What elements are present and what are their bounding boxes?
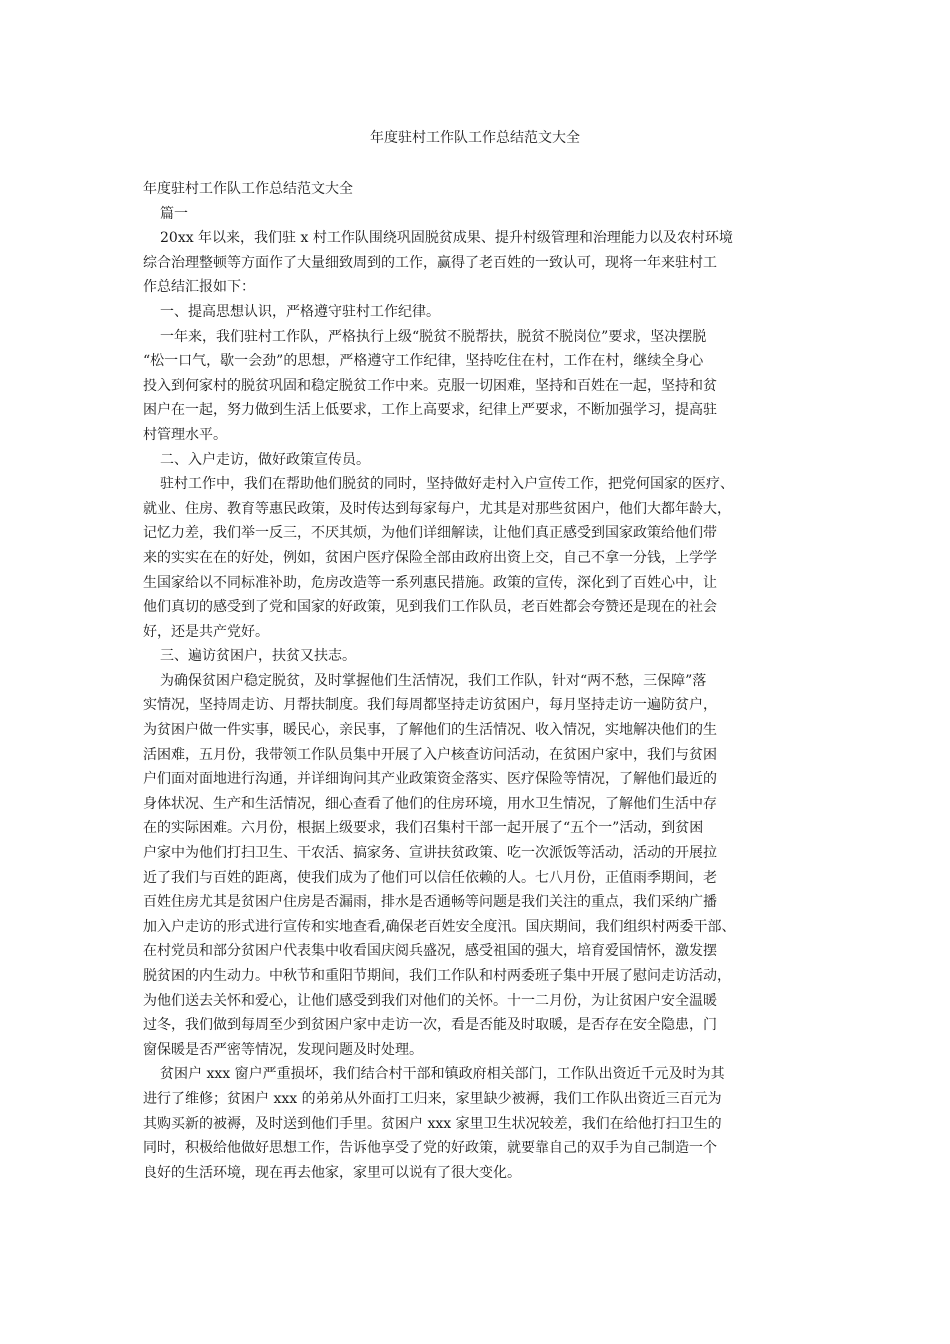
- document-title: 年度驻村工作队工作总结范文大全: [370, 130, 580, 146]
- part-label: 篇一: [160, 205, 188, 222]
- section-3-heading: 三、遍访贫困户，扶贫又扶志。: [160, 648, 356, 665]
- document-body: [143, 177, 815, 1185]
- document-subtitle: 年度驻村工作队工作总结范文大全: [143, 181, 353, 197]
- section-2-paragraph: 驻村工作中，我们在帮助他们脱贫的同时，坚持做好走村入户宣传工作，把党何国家的医疗、 就业、住房、教育等惠民政策，及时传达到每家每户，尤其是对那些贫困户，他们大都年龄大， 记忆力差，我们举一反三，不厌其烦，为他们详细解读，让他们真正感受到国家政策给他们带 来的实实在在的好处，例如，贫困户医疗保险全部由政府出资上交，自己不拿一分钱，上学学 生国家给以不同标准补助，危房改造等一系列惠民措施。政策的宣传，深化到了百姓心中，让 他们真切的感受到了党和国家的好政策，见到我们工作队员，老百姓都会夸赞还是现在的社会 好，还是共产党好。: [143, 476, 734, 640]
- intro-paragraph: 20xx 年以来，我们驻 x 村工作队围绕巩固脱贫成果、提升村级管理和治理能力以及农村环境 综合治理整顿等方面作了大量细致周到的工作，赢得了老百姓的一致认可，现将一年来驻村工 作总结汇报如下：: [143, 230, 733, 296]
- section-1-paragraph: 一年来，我们驻村工作队，严格执行上级“脱贫不脱帮扶，脱贫不脱岗位”要求，坚决摆脱 “松一口气，歇一会劲”的思想，严格遵守工作纪律，坚持吃住在村，工作在村，继续全身心 投入到何家村的脱贫巩固和稳定脱贫工作中来。克服一切困难，坚持和百姓在一起，坚持和贫 困户在一起，努力做到生活上低要求，工作上高要求，纪律上严要求，不断加强学习，提高驻 村管理水平。: [143, 328, 717, 443]
- section-2-heading: 二、入户走访，做好政策宣传员。: [160, 451, 370, 468]
- section-4-paragraph: 贫困户 xxx 窗户严重损坏，我们结合村干部和镇政府相关部门，工作队出资近千元及时为其 进行了维修；贫困户 xxx 的弟弟从外面打工归来，家里缺少被褥，我们工作队出资近三百元为 其购买新的被褥，及时送到他们手里。贫困户 xxx 家里卫生状况较差，我们在给他打扫卫生的 同时，积极给他做好思想工作，告诉他享受了党的好政策，就要靠自己的双手为自己制造一个 良好的生活环境，现在再去他家，家里可以说有了很大变化。: [143, 1066, 725, 1181]
- section-1-heading: 一、提高思想认识，严格遵守驻村工作纪律。: [160, 303, 440, 320]
- section-3-paragraph: 为确保贫困户稳定脱贫，及时掌握他们生活情况，我们工作队，针对“两不愁，三保障”落 实情况，坚持周走访、月帮扶制度。我们每周都坚持走访贫困户，每月坚持走访一遍防贫户， 为贫困户做一件实事，暖民心，亲民事，了解他们的生活情况、收入情况，实地解决他们的生 活困难，五月份，我带领工作队员集中开展了入户核查访问活动，在贫困户家中，我们与贫困 户们面对面地进行沟通，并详细询问其产业政策资金落实、医疗保险等情况，了解他们最近的 身体状况、生产和生活情况，细心查看了他们的住房环境，用水卫生情况，了解他们生活中存 在的实际困难。六月份，根据上级要求，我们召集村干部一起开展了“五个一”活动，到贫困 户家中为他们打扫卫生、干农活、搞家务、宣讲扶贫政策、吃一次派饭等活动，活动的开展拉 近了我们与百姓的距离，使我们成为了他们可以信任依赖的人。七八月份，正值雨季期间，老 百姓住房尤其是贫困户住房是否漏雨，排水是否通畅等问题是我们关注的重点，我们采纳广播 加入户走访的形式进行宣传和实地查看,确保老百姓安全度汛。国庆期间，我们组织村两委干部、 在村党员和部分贫困户代表集中收看国庆阅兵盛况，感受祖国的强大，培育爱国情怀，激发摆 脱贫困的内生动力。中秋节和重阳节期间，我们工作队和村两委班子集中开展了慰问走访活动， 为他们送去关怀和爱心，让他们感受到我们对他们的关怀。十一二月份，为让贫困户安全温暖 过冬，我们做到每周至少到贫困户家中走访一次，看是否能及时取暖，是否存在安全隐患，门 窗保暖是否严密等情况，发现问题及时处理。: [143, 672, 736, 1058]
